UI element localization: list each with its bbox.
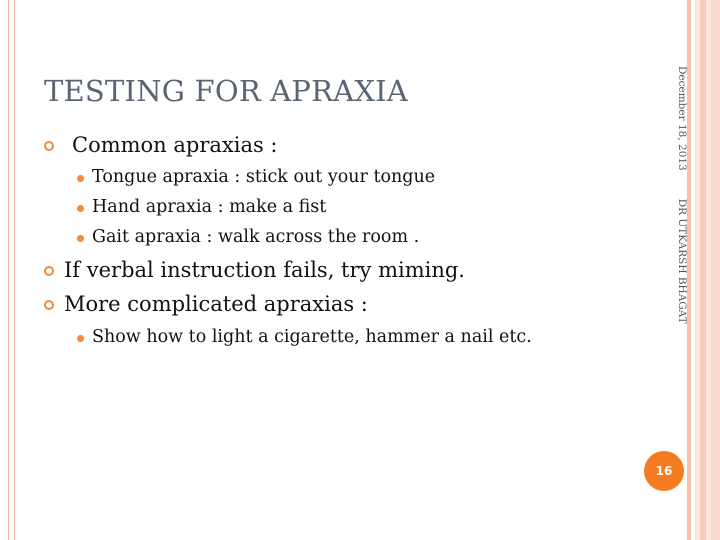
sub-bullet-icon [77,175,84,182]
bullet-icon [44,141,54,151]
bullet-item: More complicated apraxias : [64,292,368,316]
sub-bullet-icon [77,235,84,242]
slide-footer-vertical [676,66,688,324]
right-decorative-stripe [711,0,720,540]
sub-bullet-item: Tongue apraxia : stick out your tongue [92,167,436,187]
slide-author: DR UTKARSH BHAGAT [676,198,688,324]
slide-date: December 18, 2013 [676,66,688,171]
bullet-icon [44,266,54,276]
bullet-icon [44,300,54,310]
page-number-badge: 16 [644,451,684,491]
sub-bullet-item: Hand apraxia : make a fist [92,197,327,217]
left-border-line [14,0,15,540]
left-border-line [8,0,9,540]
bullet-item: If verbal instruction fails, try miming. [64,258,465,282]
sub-bullet-icon [77,205,84,212]
right-decorative-stripe [700,0,706,540]
bullet-item: Common apraxias : [72,133,278,157]
sub-bullet-item: Show how to light a cigarette, hammer a nail etc. [92,327,532,347]
sub-bullet-item: Gait apraxia : walk across the room . [92,227,420,247]
slide-title: TESTING FOR APRAXIA [44,74,408,108]
sub-bullet-icon [77,335,84,342]
